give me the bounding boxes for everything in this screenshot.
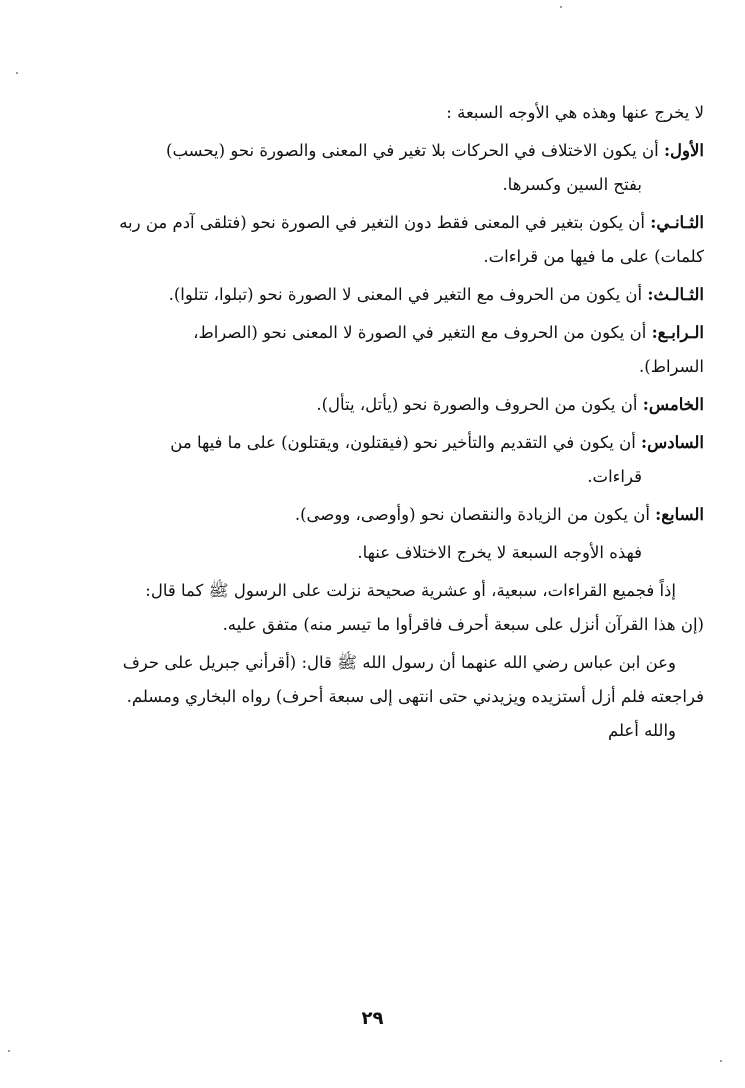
conclusion-line-1: إذاً فجميع القراءات، سبعية، أو عشرية صحيحة نزلت على الرسول ﷺ كما قال: — [145, 581, 676, 600]
conclusion-line-2: (إن هذا القرآن أنزل على سبعة أحرف فاقرأوا ما تيسر منه) متفق عليه. — [222, 615, 704, 634]
item-text: أن يكون من الحروف مع التغير في المعنى لا الصورة نحو (تبلوا، تتلوا). — [168, 285, 643, 304]
item-text: أن يكون الاختلاف في الحركات بلا تغير في المعنى والصورة نحو (يحسب) — [166, 141, 659, 160]
list-item-second — [100, 206, 704, 274]
scan-speck — [720, 1060, 722, 1062]
hadith-paragraph — [100, 646, 704, 714]
list-item-third — [100, 278, 704, 312]
summary-line: فهذه الأوجه السبعة لا يخرج الاختلاف عنها. — [357, 543, 642, 562]
hadith-line-2: فراجعته فلم أزل أستزيده ويزيدني حتى انتهى إلى سبعة أحرف) رواه البخاري ومسلم. — [126, 687, 704, 706]
item-text: أن يكون من الحروف مع التغير في الصورة لا المعنى نحو (الصراط، — [193, 323, 647, 342]
list-item-fourth — [100, 316, 704, 384]
list-item-fifth — [100, 388, 704, 422]
item-label: الـرابـع: — [651, 323, 704, 342]
item-text: أن يكون بتغير في المعنى فقط دون التغير في الصورة نحو (فتلقى آدم من ربه — [119, 213, 646, 232]
hadith-line-1: وعن ابن عباس رضي الله عنهما أن رسول الله ﷺ قال: (أقرأني جبريل على حرف — [122, 653, 676, 672]
list-item-first — [100, 134, 704, 202]
item-continuation: كلمات) على ما فيها من قراءات. — [483, 247, 704, 266]
scan-speck — [560, 6, 562, 8]
scan-speck — [8, 1050, 10, 1052]
item-label: الثـالـث: — [647, 285, 704, 304]
scan-speck — [16, 72, 18, 74]
item-label: الخامس: — [642, 395, 704, 414]
item-continuation: السراط). — [639, 357, 704, 376]
intro-line: لا يخرج عنها وهذه هي الأوجه السبعة : — [446, 103, 704, 122]
page-number: ٢٩ — [361, 1008, 384, 1029]
item-continuation: قراءات. — [587, 467, 642, 486]
list-item-seventh — [100, 498, 704, 532]
item-continuation: بفتح السين وكسرها. — [502, 175, 642, 194]
page-body — [100, 96, 704, 748]
conclusion-paragraph — [100, 574, 704, 642]
list-item-sixth — [100, 426, 704, 494]
item-label: الثـانـي: — [650, 213, 704, 232]
item-label: السابع: — [655, 505, 704, 524]
item-label: السادس: — [641, 433, 704, 452]
item-text: أن يكون من الحروف والصورة نحو (يأتل، يتأل). — [316, 395, 638, 414]
item-label: الأول: — [663, 141, 704, 160]
item-text: أن يكون في التقديم والتأخير نحو (فيقتلون، ويقتلون) على ما فيها من — [170, 433, 636, 452]
item-text: أن يكون من الزيادة والنقصان نحو (وأوصى، ووصى). — [294, 505, 650, 524]
closing-line: والله أعلم — [607, 721, 676, 740]
